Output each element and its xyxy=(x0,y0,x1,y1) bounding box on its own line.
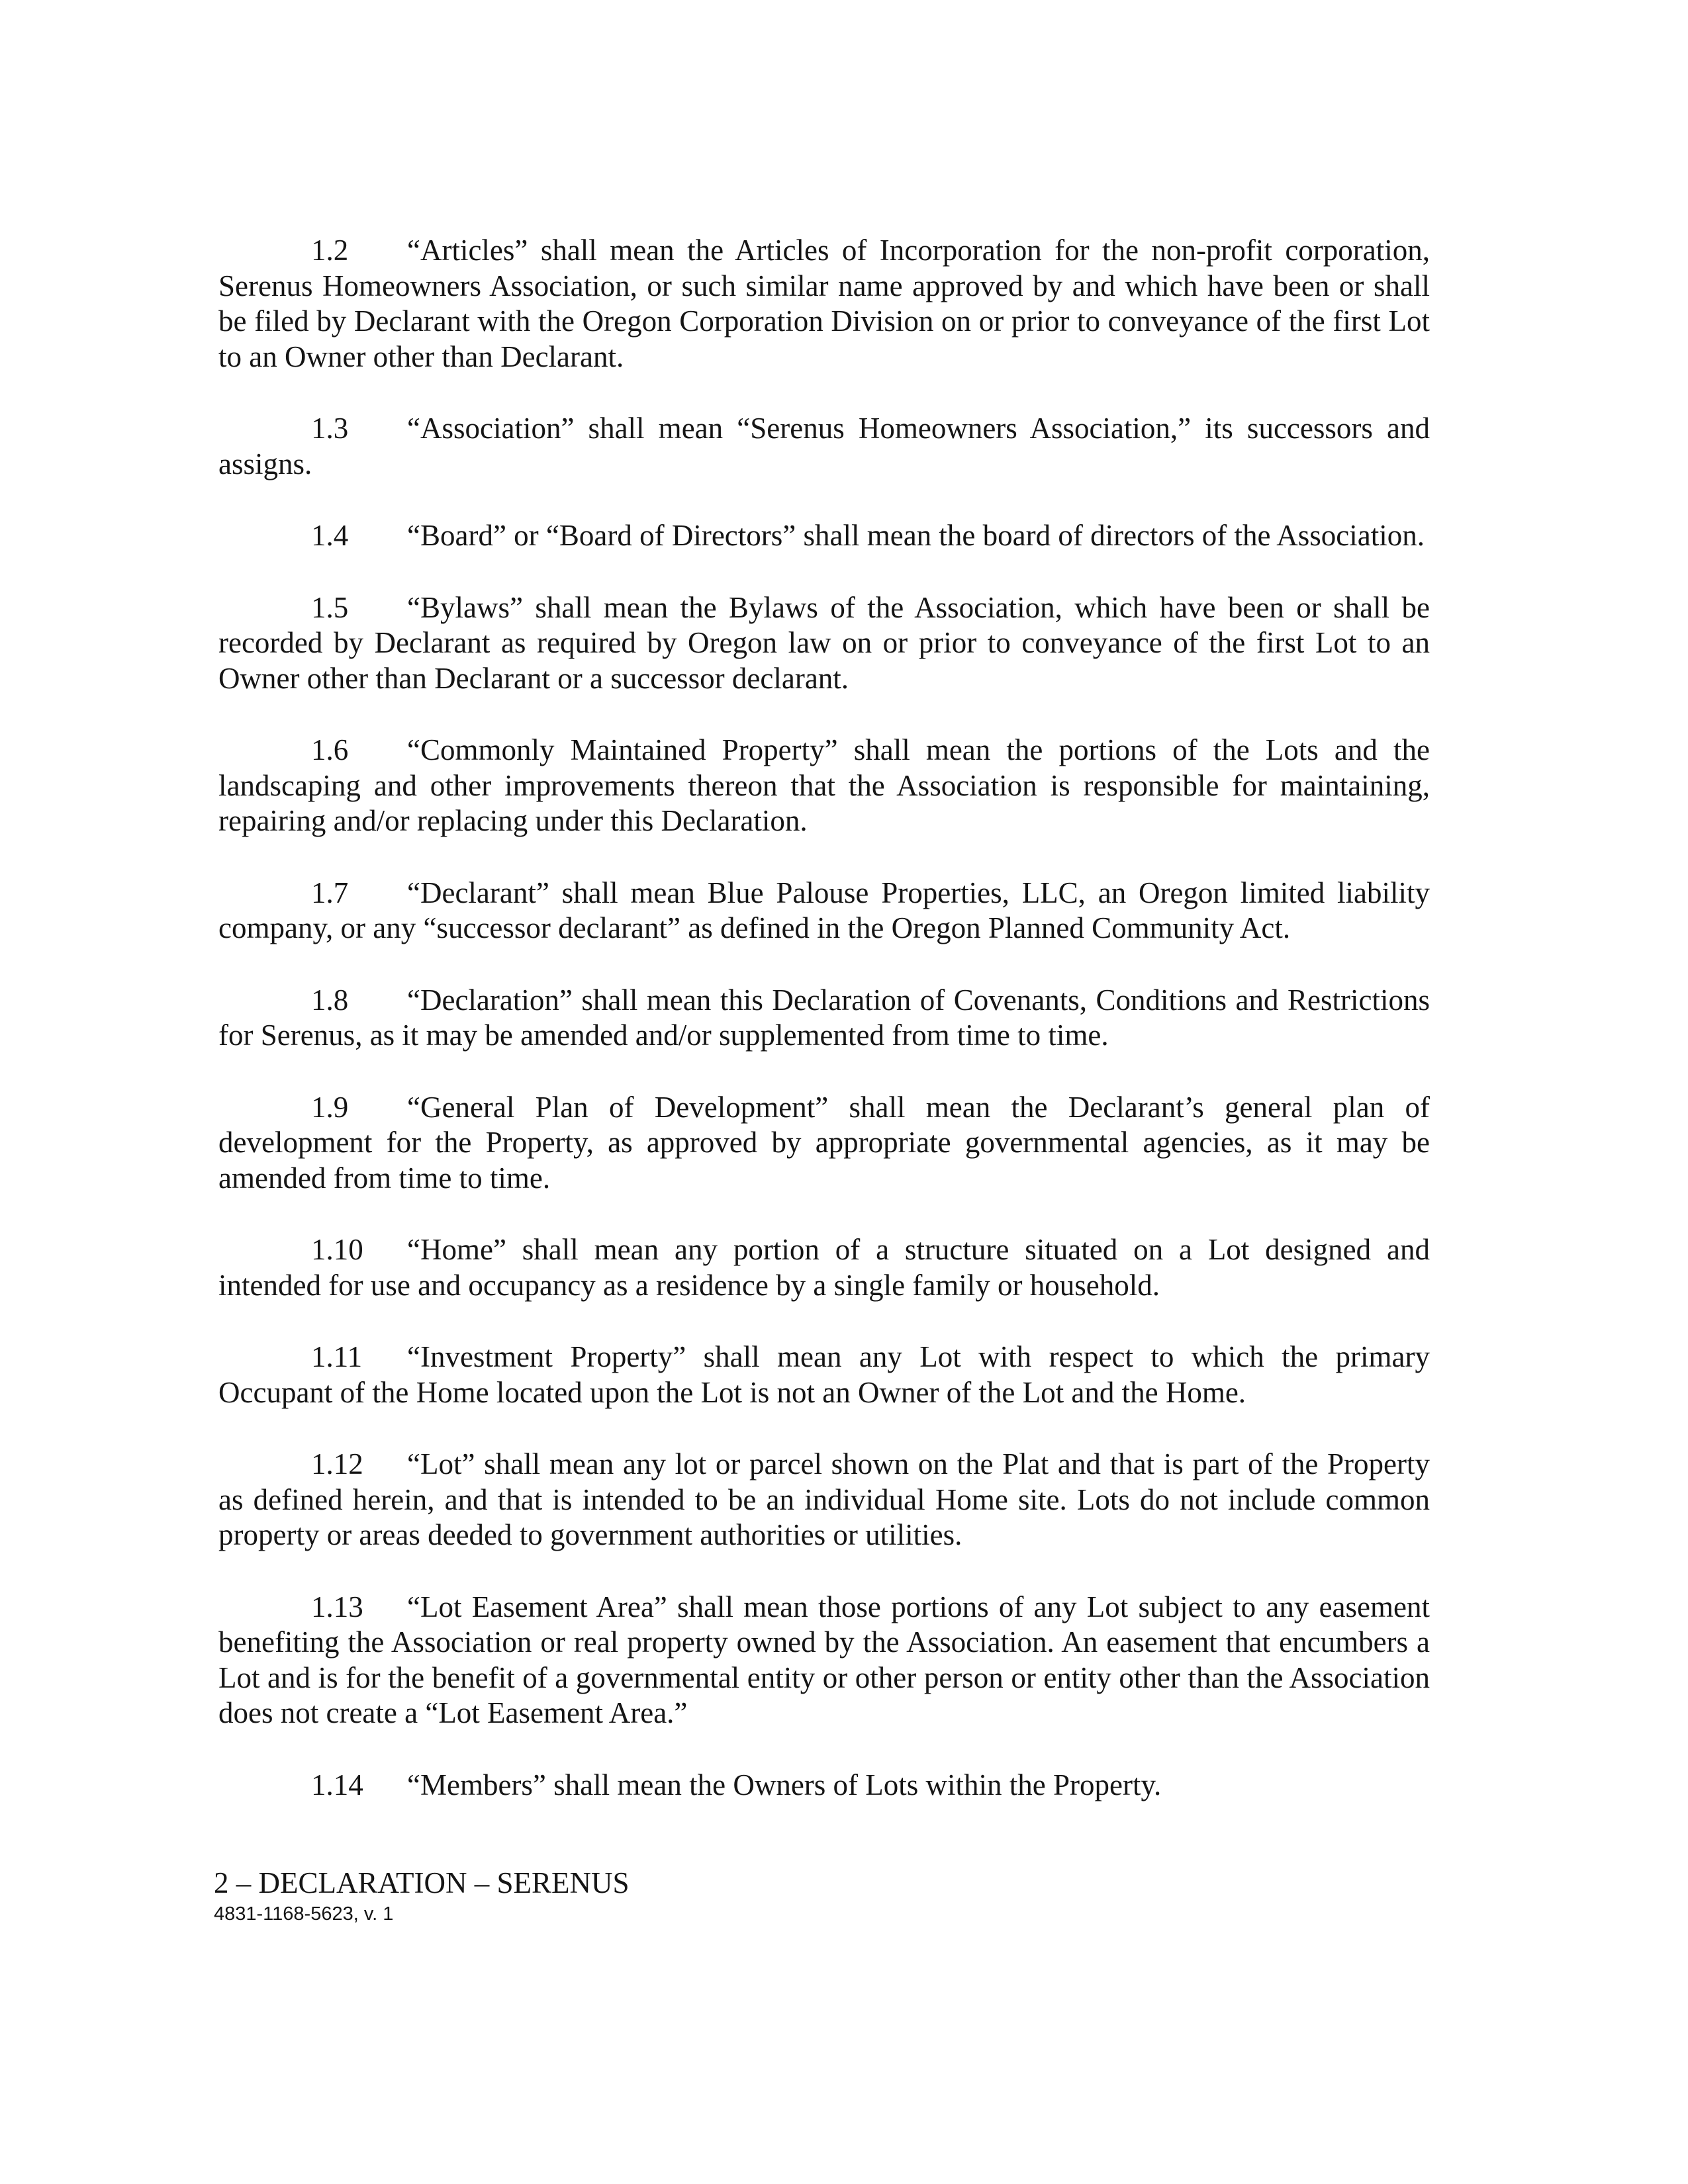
definition-paragraph-1-4 xyxy=(218,518,1430,554)
definition-paragraph-1-8 xyxy=(218,983,1430,1054)
definition-paragraph-1-12 xyxy=(218,1447,1430,1553)
paragraph-number: 1.7 xyxy=(311,876,349,909)
paragraph-text: “Articles” shall mean the Articles of Incorporation for the non-profit corporation, Serenus Homeowners Association, or such similar name approved by and which have been or shall be filed by Declarant with the Oregon Corporation Division on or prior to conveyance of the first Lot to an Owner other than Declarant. xyxy=(218,234,1430,373)
paragraph-text: “Declaration” shall mean this Declaration of Covenants, Conditions and Restrictions for Serenus, as it may be amended and/or supplemented from time to time. xyxy=(218,983,1430,1052)
definition-paragraph-1-13 xyxy=(218,1590,1430,1731)
paragraph-number: 1.6 xyxy=(311,733,349,766)
definition-paragraph-1-3 xyxy=(218,411,1430,482)
paragraph-text: “General Plan of Development” shall mean the Declarant’s general plan of development for the Property, as approved by appropriate governmental agencies, as it may be amended from time to time. xyxy=(218,1090,1430,1195)
paragraph-number: 1.14 xyxy=(311,1768,363,1801)
paragraph-number: 1.5 xyxy=(311,590,349,624)
footer-title: 2 – DECLARATION – SERENUS xyxy=(214,1866,630,1899)
definition-paragraph-1-9 xyxy=(218,1090,1430,1197)
definition-paragraph-1-5 xyxy=(218,590,1430,697)
paragraph-number: 1.4 xyxy=(311,519,349,552)
paragraph-text: “Lot Easement Area” shall mean those portions of any Lot subject to any easement benefiting the Association or real property owned by the Association. An easement that encumbers a Lot and is for the benefit of a governmental entity or other person or entity other than the Association does not create a “Lot Easement Area.” xyxy=(218,1590,1430,1729)
paragraph-text: “Declarant” shall mean Blue Palouse Properties, LLC, an Oregon limited liability company, or any “successor declarant” as defined in the Oregon Planned Community Act. xyxy=(218,876,1430,944)
paragraph-number: 1.10 xyxy=(311,1233,363,1266)
paragraph-text: “Commonly Maintained Property” shall mean the portions of the Lots and the landscaping and other improvements thereon that the Association is responsible for maintaining, repairing and/or replacing under this Declaration. xyxy=(218,733,1430,837)
definition-paragraph-1-7 xyxy=(218,876,1430,946)
definition-paragraph-1-6 xyxy=(218,733,1430,839)
paragraph-number: 1.11 xyxy=(311,1340,363,1373)
footer-document-id: 4831-1168-5623, v. 1 xyxy=(214,1903,394,1925)
definition-paragraph-1-11 xyxy=(218,1340,1430,1410)
paragraph-text: “Lot” shall mean any lot or parcel shown on the Plat and that is part of the Property as defined herein, and that is intended to be an individual Home site. Lots do not include common property or areas deeded to government authorities or utilities. xyxy=(218,1447,1430,1551)
paragraph-number: 1.13 xyxy=(311,1590,363,1623)
paragraph-text: “Association” shall mean “Serenus Homeowners Association,” its successors and assigns. xyxy=(218,412,1430,480)
document-body xyxy=(218,233,1430,1839)
page-footer xyxy=(214,1865,630,1927)
paragraph-number: 1.8 xyxy=(311,983,349,1017)
paragraph-text: “Investment Property” shall mean any Lot with respect to which the primary Occupant of the Home located upon the Lot is not an Owner of the Lot and the Home. xyxy=(218,1340,1430,1409)
paragraph-text: “Board” or “Board of Directors” shall mean the board of directors of the Association. xyxy=(407,519,1425,552)
definition-paragraph-1-2 xyxy=(218,233,1430,375)
paragraph-text: “Home” shall mean any portion of a structure situated on a Lot designed and intended for use and occupancy as a residence by a single family or household. xyxy=(218,1233,1430,1302)
paragraph-number: 1.9 xyxy=(311,1090,349,1124)
paragraph-number: 1.3 xyxy=(311,412,349,445)
paragraph-number: 1.2 xyxy=(311,234,349,267)
paragraph-text: “Members” shall mean the Owners of Lots within the Property. xyxy=(407,1768,1162,1801)
paragraph-number: 1.12 xyxy=(311,1447,363,1480)
paragraph-text: “Bylaws” shall mean the Bylaws of the Association, which have been or shall be recorded by Declarant as required by Oregon law on or prior to conveyance of the first Lot to an Owner other than Declarant or a successor declarant. xyxy=(218,590,1430,695)
definition-paragraph-1-14 xyxy=(218,1768,1430,1803)
definition-paragraph-1-10 xyxy=(218,1232,1430,1303)
